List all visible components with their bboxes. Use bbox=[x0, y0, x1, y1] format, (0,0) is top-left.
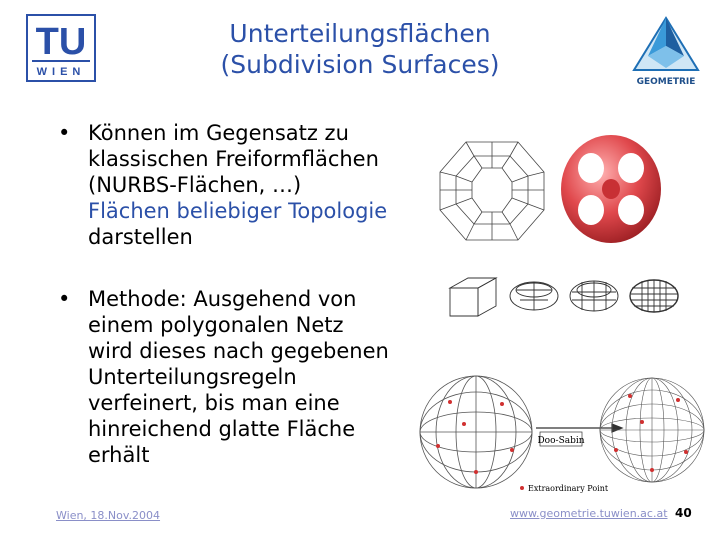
wien-logo-text: WIEN bbox=[36, 66, 86, 78]
bullet-2-line: Methode: Ausgehend von bbox=[88, 287, 357, 311]
wireframe-cage-figure bbox=[436, 136, 548, 244]
bullet-1-line: Können im Gegensatz zu bbox=[88, 121, 349, 145]
title-line-1: Unterteilungsflächen bbox=[229, 19, 491, 48]
slide-title bbox=[150, 18, 570, 80]
footer-url-link[interactable]: www.geometrie.tuwien.ac.at bbox=[510, 507, 668, 520]
bullet-marker: • bbox=[58, 287, 71, 311]
bullet-marker: • bbox=[58, 121, 71, 145]
geometrie-logo-text: GEOMETRIE bbox=[636, 77, 696, 87]
bullet-1-text bbox=[88, 120, 387, 250]
tu-wien-logo bbox=[26, 14, 96, 82]
bullet-2-line: einem polygonalen Netz bbox=[88, 313, 344, 337]
bullet-2-line: verfeinert, bis man eine bbox=[88, 391, 340, 415]
red-subdivision-surface bbox=[558, 132, 664, 246]
bullet-2-line: erhält bbox=[88, 443, 150, 467]
footer-date: Wien, 18.Nov.2004 bbox=[56, 509, 161, 522]
refinement-sequence bbox=[446, 270, 682, 324]
doo-sabin-figure bbox=[416, 372, 706, 496]
bullet-2-text bbox=[88, 286, 389, 468]
legend bbox=[518, 480, 648, 494]
bullet-1-line: (NURBS-Flächen, …) bbox=[88, 173, 302, 197]
geometrie-logo bbox=[626, 16, 706, 88]
mesh-level-3 bbox=[630, 280, 678, 312]
legend-label: Extraordinary Point bbox=[528, 484, 609, 493]
page-number: 40 bbox=[675, 506, 692, 520]
tu-logo-text: TU bbox=[35, 21, 87, 63]
bullet-1-highlight: Flächen beliebiger Topologie bbox=[88, 199, 388, 223]
arrow-icon bbox=[536, 424, 622, 432]
title-line-2: (Subdivision Surfaces) bbox=[220, 50, 500, 79]
fine-mesh-sphere bbox=[600, 378, 704, 482]
doo-sabin-label: Doo-Sabin bbox=[537, 436, 585, 446]
bullet-2-line: Unterteilungsregeln bbox=[88, 365, 297, 389]
extraordinary-point-marker bbox=[520, 486, 524, 490]
cube-level-0 bbox=[450, 278, 496, 316]
bullet-2-line: wird dieses nach gegebenen bbox=[88, 339, 389, 363]
bullet-1-line: klassischen Freiformflächen bbox=[88, 147, 379, 171]
mesh-level-1 bbox=[510, 282, 558, 310]
mesh-level-2 bbox=[570, 281, 618, 311]
bullet-2-line: hinreichend glatte Fläche bbox=[88, 417, 356, 441]
bullet-1-line: darstellen bbox=[88, 225, 193, 249]
